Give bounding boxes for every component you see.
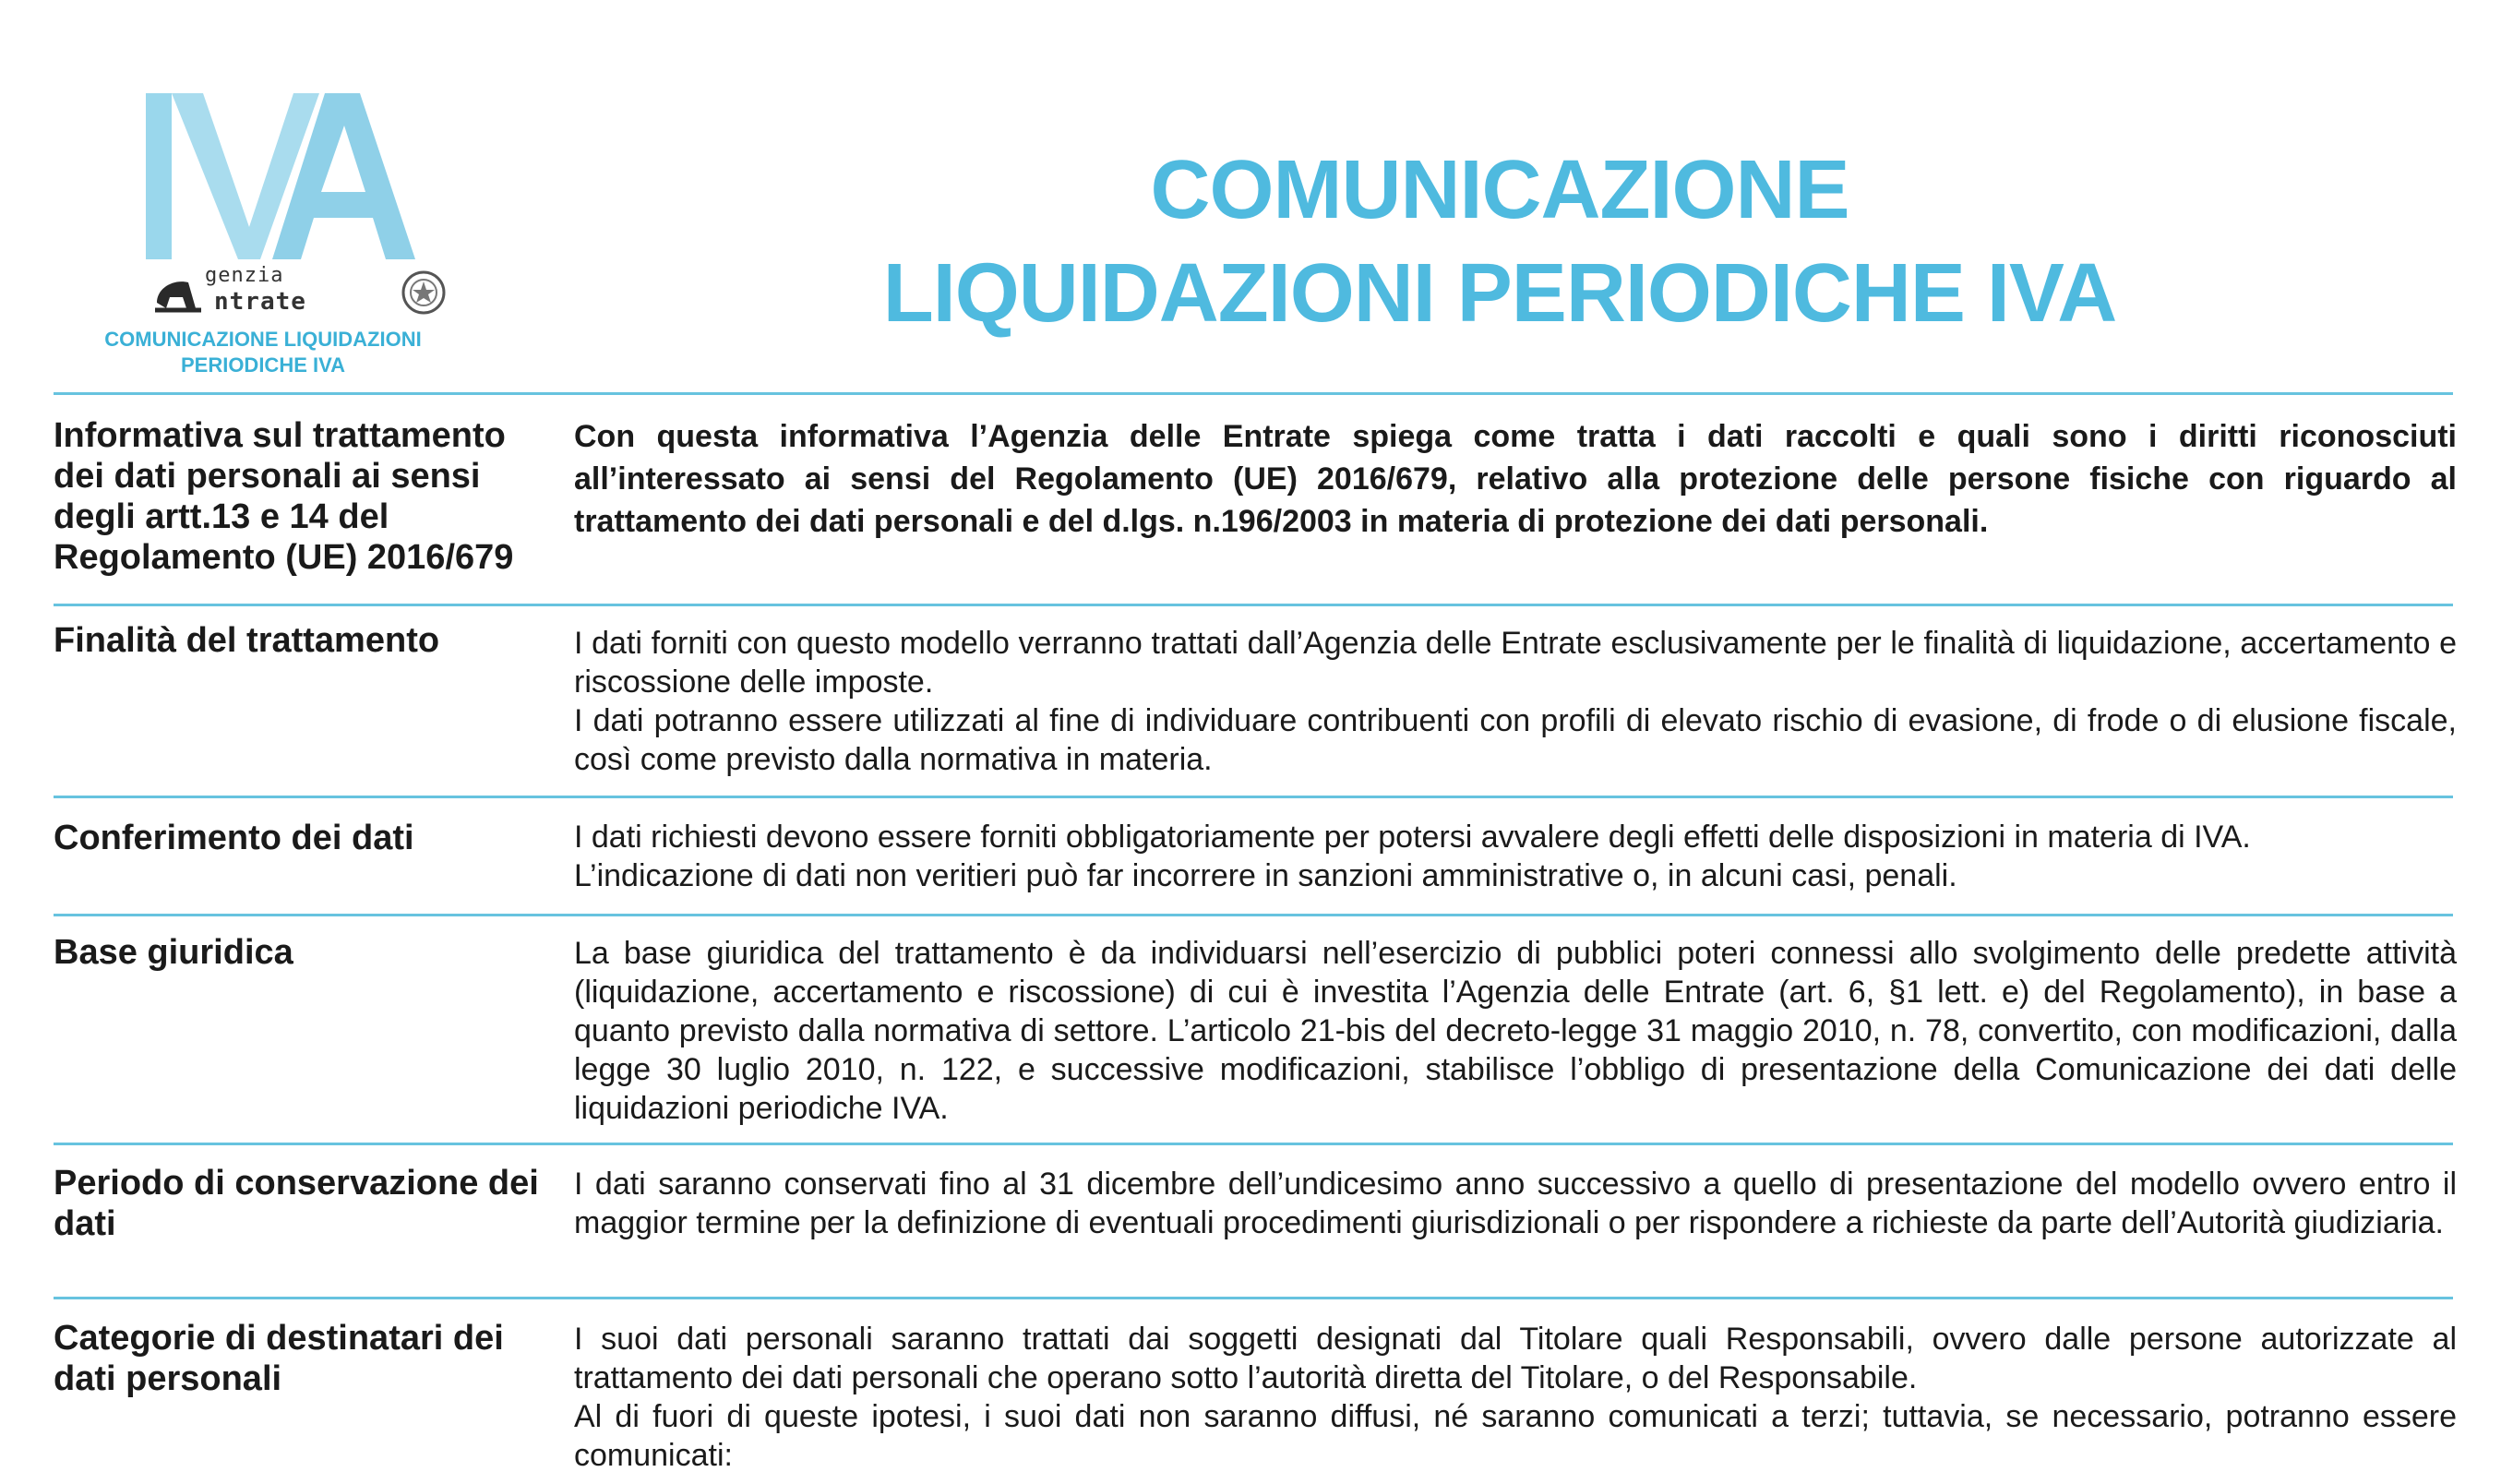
paragraph: I dati saranno conservati fino al 31 dicembre dell’undicesimo anno successivo a quello di presentazione del modello ovvero entro il maggior termine per la definizione di eventuali procedimenti giurisdizionali o per rispondere a richieste da parte dell’Autorità giudiziaria. (574, 1167, 2457, 1240)
section-body-destinatari (574, 1320, 2457, 1475)
paragraph: La base giuridica del trattamento è da individuarsi nell’esercizio di pubblici poteri connessi allo svolgimento delle predette attività (liquidazione, accertamento e riscossione) di cui è investita l’Agenzia delle Entrate (art. 6, §1 lett. e) del Regolamento), in base a quanto previsto dalla normativa di settore. L’articolo 21-bis del decreto-legge 31 maggio 2010, n. 78, convertito, con modificazioni, dalla legge 30 luglio 2010, n. 122, e successive modificazioni, stabilisce l’obbligo di presentazione della Comunicazione dei dati delle liquidazioni periodiche IVA. (574, 936, 2457, 1126)
section-divider (54, 604, 2453, 606)
iva-logo-mark (83, 89, 443, 264)
republic-emblem-icon (401, 269, 447, 316)
section-body-finalita (574, 624, 2457, 779)
section-divider (54, 1143, 2453, 1145)
agenzia-word: genzia (205, 264, 284, 287)
section-divider (54, 1297, 2453, 1299)
agenzia-a-mark (148, 266, 212, 321)
section-label-finalita: Finalità del trattamento (54, 621, 440, 660)
paragraph: I dati potranno essere utilizzati al fine di individuare contribuenti con profili di elevato rischio di evasione, di frode o di elusione fiscale, così come previsto dalla normativa in materia. (574, 703, 2457, 777)
title-line-1: COMUNICAZIONE (1150, 144, 1849, 236)
title-line-2: LIQUIDAZIONI PERIODICHE IVA (882, 247, 2117, 340)
paragraph: I suoi dati personali saranno trattati dai soggetti designati dal Titolare quali Responsabili, ovvero dalle persone autorizzate al trattamento dei dati personali che operano sotto l’autorità diretta del Titolare, o del Responsabile. (574, 1322, 2457, 1395)
section-label-destinatari: Categorie di destinatari dei dati personali (54, 1319, 504, 1398)
section-body-base-giuridica (574, 934, 2457, 1128)
entrate-word: ntrate (214, 288, 306, 316)
paragraph: L’indicazione di dati non veritieri può far incorrere in sanzioni amministrative o, in alcuni casi, penali. (574, 858, 1957, 893)
logo-caption-line-1: COMUNICAZIONE LIQUIDAZIONI (104, 328, 422, 351)
logo-caption (83, 327, 443, 378)
section-body-informativa (574, 415, 2457, 543)
section-divider (54, 796, 2453, 798)
section-label-base-giuridica: Base giuridica (54, 933, 293, 972)
iva-logo (83, 89, 443, 379)
section-body-periodo (574, 1165, 2457, 1242)
section-label-informativa: Informativa sul trattamento dei dati personali ai sensi degli artt.13 e 14 del Regolamento (UE) 2016/679 (54, 416, 514, 577)
paragraph: I dati richiesti devono essere forniti obbligatoriamente per potersi avvalere degli effetti delle disposizioni in materia di IVA. (574, 820, 2251, 855)
agenzia-entrate-emblem (150, 264, 389, 319)
section-divider (54, 914, 2453, 916)
paragraph: Al di fuori di queste ipotesi, i suoi dati non saranno diffusi, né saranno comunicati a terzi; tuttavia, se necessario, potranno essere comunicati: (574, 1399, 2457, 1473)
section-body-conferimento (574, 818, 2457, 895)
section-label-periodo: Periodo di conservazione dei dati (54, 1164, 539, 1243)
document-title (831, 138, 2169, 345)
logo-caption-line-2: PERIODICHE IVA (180, 353, 346, 377)
paragraph: I dati forniti con questo modello verranno trattati dall’Agenzia delle Entrate esclusivamente per le finalità di liquidazione, accertamento e riscossione delle imposte. (574, 626, 2457, 700)
section-divider (54, 392, 2453, 395)
section-label-conferimento: Conferimento dei dati (54, 819, 414, 857)
paragraph: Con questa informativa l’Agenzia delle Entrate spiega come tratta i dati raccolti e quali sono i diritti riconosciuti all’interessato ai sensi del Regolamento (UE) 2016/679, relativo alla protezione delle persone fisiche con riguardo al trattamento dei dati personali e del d.lgs. n.196/2003 in materia di protezione dei dati personali. (574, 419, 2457, 539)
